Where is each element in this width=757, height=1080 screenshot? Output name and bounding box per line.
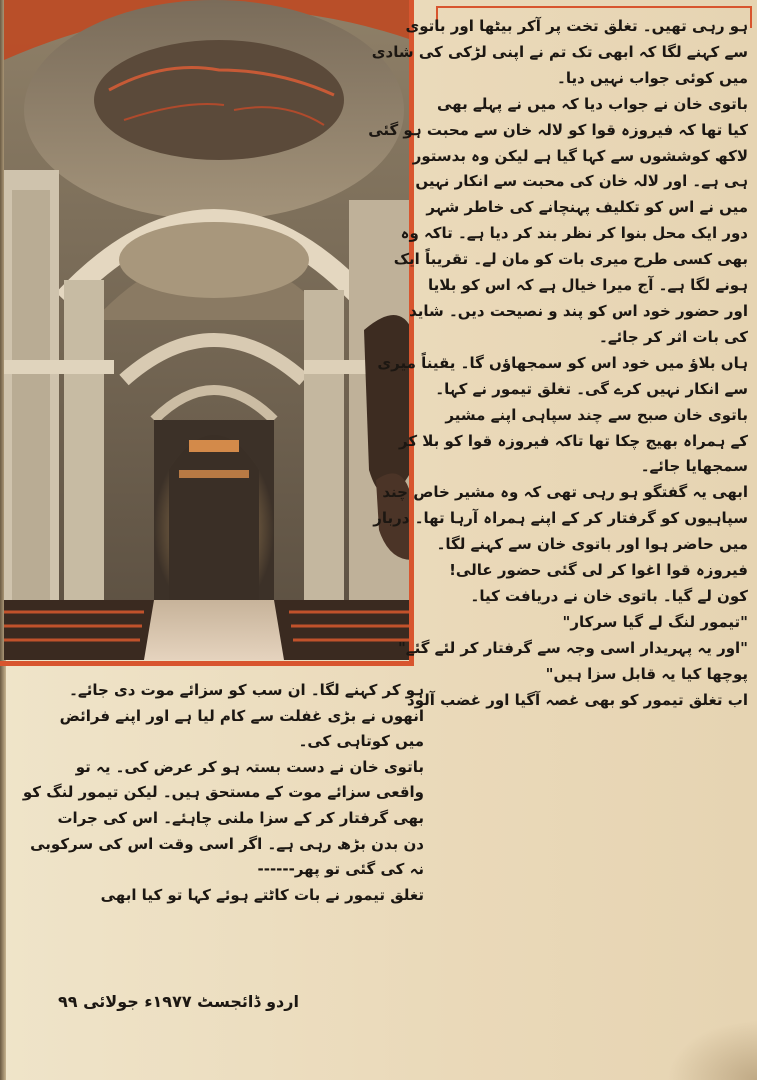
text-line: باتوی خان نے دست بستہ ہو کر عرض کی۔ یہ تو — [75, 757, 424, 776]
text-line: سمجھایا جائے۔ — [640, 457, 748, 476]
text-line: کیا تھا کہ فیروزہ قوا کو لالہ خان سے محبت ہو گئی — [368, 120, 748, 139]
text-line: باتوی خان صبح سے چند سپاہی اپنے مشیر — [445, 405, 748, 424]
paper-stain — [667, 1020, 757, 1080]
text-line: ہاں بلاؤ میں خود اس کو سمجھاؤں گا۔ یقیناً میری — [377, 353, 748, 372]
text-line: ہی ہے۔ اور لالہ خان کی محبت سے انکار نہیں — [415, 172, 748, 191]
text-line: "اور یہ پہریدار اسی وجہ سے گرفتار کر لئے گئے" — [397, 638, 748, 657]
text-line: ہونے لگا ہے۔ آج میرا خیال ہے کہ اس کو بلایا — [428, 276, 748, 295]
text-line: واقعی سزائے موت کے مستحق ہیں۔ لیکن تیمور لنگ کو — [22, 783, 424, 802]
text-line: باتوی خان نے جواب دیا کہ میں نے پہلے بھی — [437, 94, 748, 113]
text-line: میں حاضر ہوا اور باتوی خان سے کہنے لگا۔ — [436, 535, 748, 554]
text-line: نہ کی گئی تو پھر------ — [257, 860, 424, 879]
text-line: کون لے گیا۔ باتوی خان نے دریافت کیا۔ — [470, 586, 748, 605]
text-line: پوچھا کیا یہ قابل سزا ہیں" — [545, 664, 748, 683]
cathedral-interior-photo — [4, 0, 412, 660]
text-line: فیروزہ قوا اغوا کر لی گئی حضور عالی! — [449, 561, 748, 580]
text-line: سپاہیوں کو گرفتار کر کے اپنے ہمراہ آرہا تھا۔ دربار — [373, 509, 748, 528]
text-line: سے کہنے لگا کہ ابھی تک تم نے اپنی لڑکی کی شادی — [371, 42, 748, 61]
text-line: بھی گرفتار کر کے سزا ملنی چاہئے۔ اس کی جرات — [57, 808, 424, 827]
page-footer-issue-info: اردو ڈائجسٹ ۱۹۷۷ء جولائی ۹۹ — [58, 992, 299, 1011]
text-line: ہو کر کہنے لگا۔ ان سب کو سزائے موت دی جائے۔ — [69, 681, 424, 699]
right-text-column — [368, 14, 748, 1004]
text-line: اور حضور خود اس کو پند و نصیحت دیں۔ شاید — [409, 301, 748, 320]
text-line: کے ہمراہ بھیج چکا تھا تاکہ فیروزہ قوا کو بلا کر — [398, 431, 748, 450]
text-line: انھوں نے بڑی غفلت سے کام لیا ہے اور اپنے فرائض — [59, 706, 424, 725]
text-line: دن بدن بڑھ رہی ہے۔ اگر اسی وقت اس کی سرکوبی — [30, 834, 424, 853]
text-line: سے انکار نہیں کرے گی۔ تغلق تیمور نے کہا۔ — [435, 379, 748, 398]
text-line: میں کوتاہی کی۔ — [298, 732, 424, 751]
text-line: بھی کسی طرح میری بات کو مان لے۔ تقریباً ایک — [393, 250, 748, 269]
text-line: ہو رہی تھیں۔ تغلق تخت پر آکر بیٹھا اور باتوی — [405, 17, 748, 35]
text-line: میں نے اس کو تکلیف پہنچانے کی خاطر شہر — [426, 198, 748, 217]
text-line: کی بات اثر کر جائے۔ — [599, 327, 748, 346]
text-line: میں کوئی جواب نہیں دیا۔ — [557, 68, 748, 87]
text-line: اب تغلق تیمور کو بھی غصہ آگیا اور غضب آلود — [407, 690, 748, 709]
text-line: ابھی یہ گفتگو ہو رہی تھی کہ وہ مشیر خاص چند — [382, 483, 748, 502]
text-line: تغلق تیمور نے بات کاٹتے ہوئے کہا تو کیا ابھی — [100, 885, 424, 904]
left-text-column — [22, 678, 424, 960]
text-line: دور ایک محل بنوا کر نظر بند کر دیا ہے۔ تاکہ وہ — [400, 224, 748, 243]
text-line: لاکھ کوششوں سے کہا گیا ہے لیکن وہ بدستور — [412, 146, 748, 165]
text-line: "تیمور لنگ لے گیا سرکار" — [562, 612, 748, 631]
